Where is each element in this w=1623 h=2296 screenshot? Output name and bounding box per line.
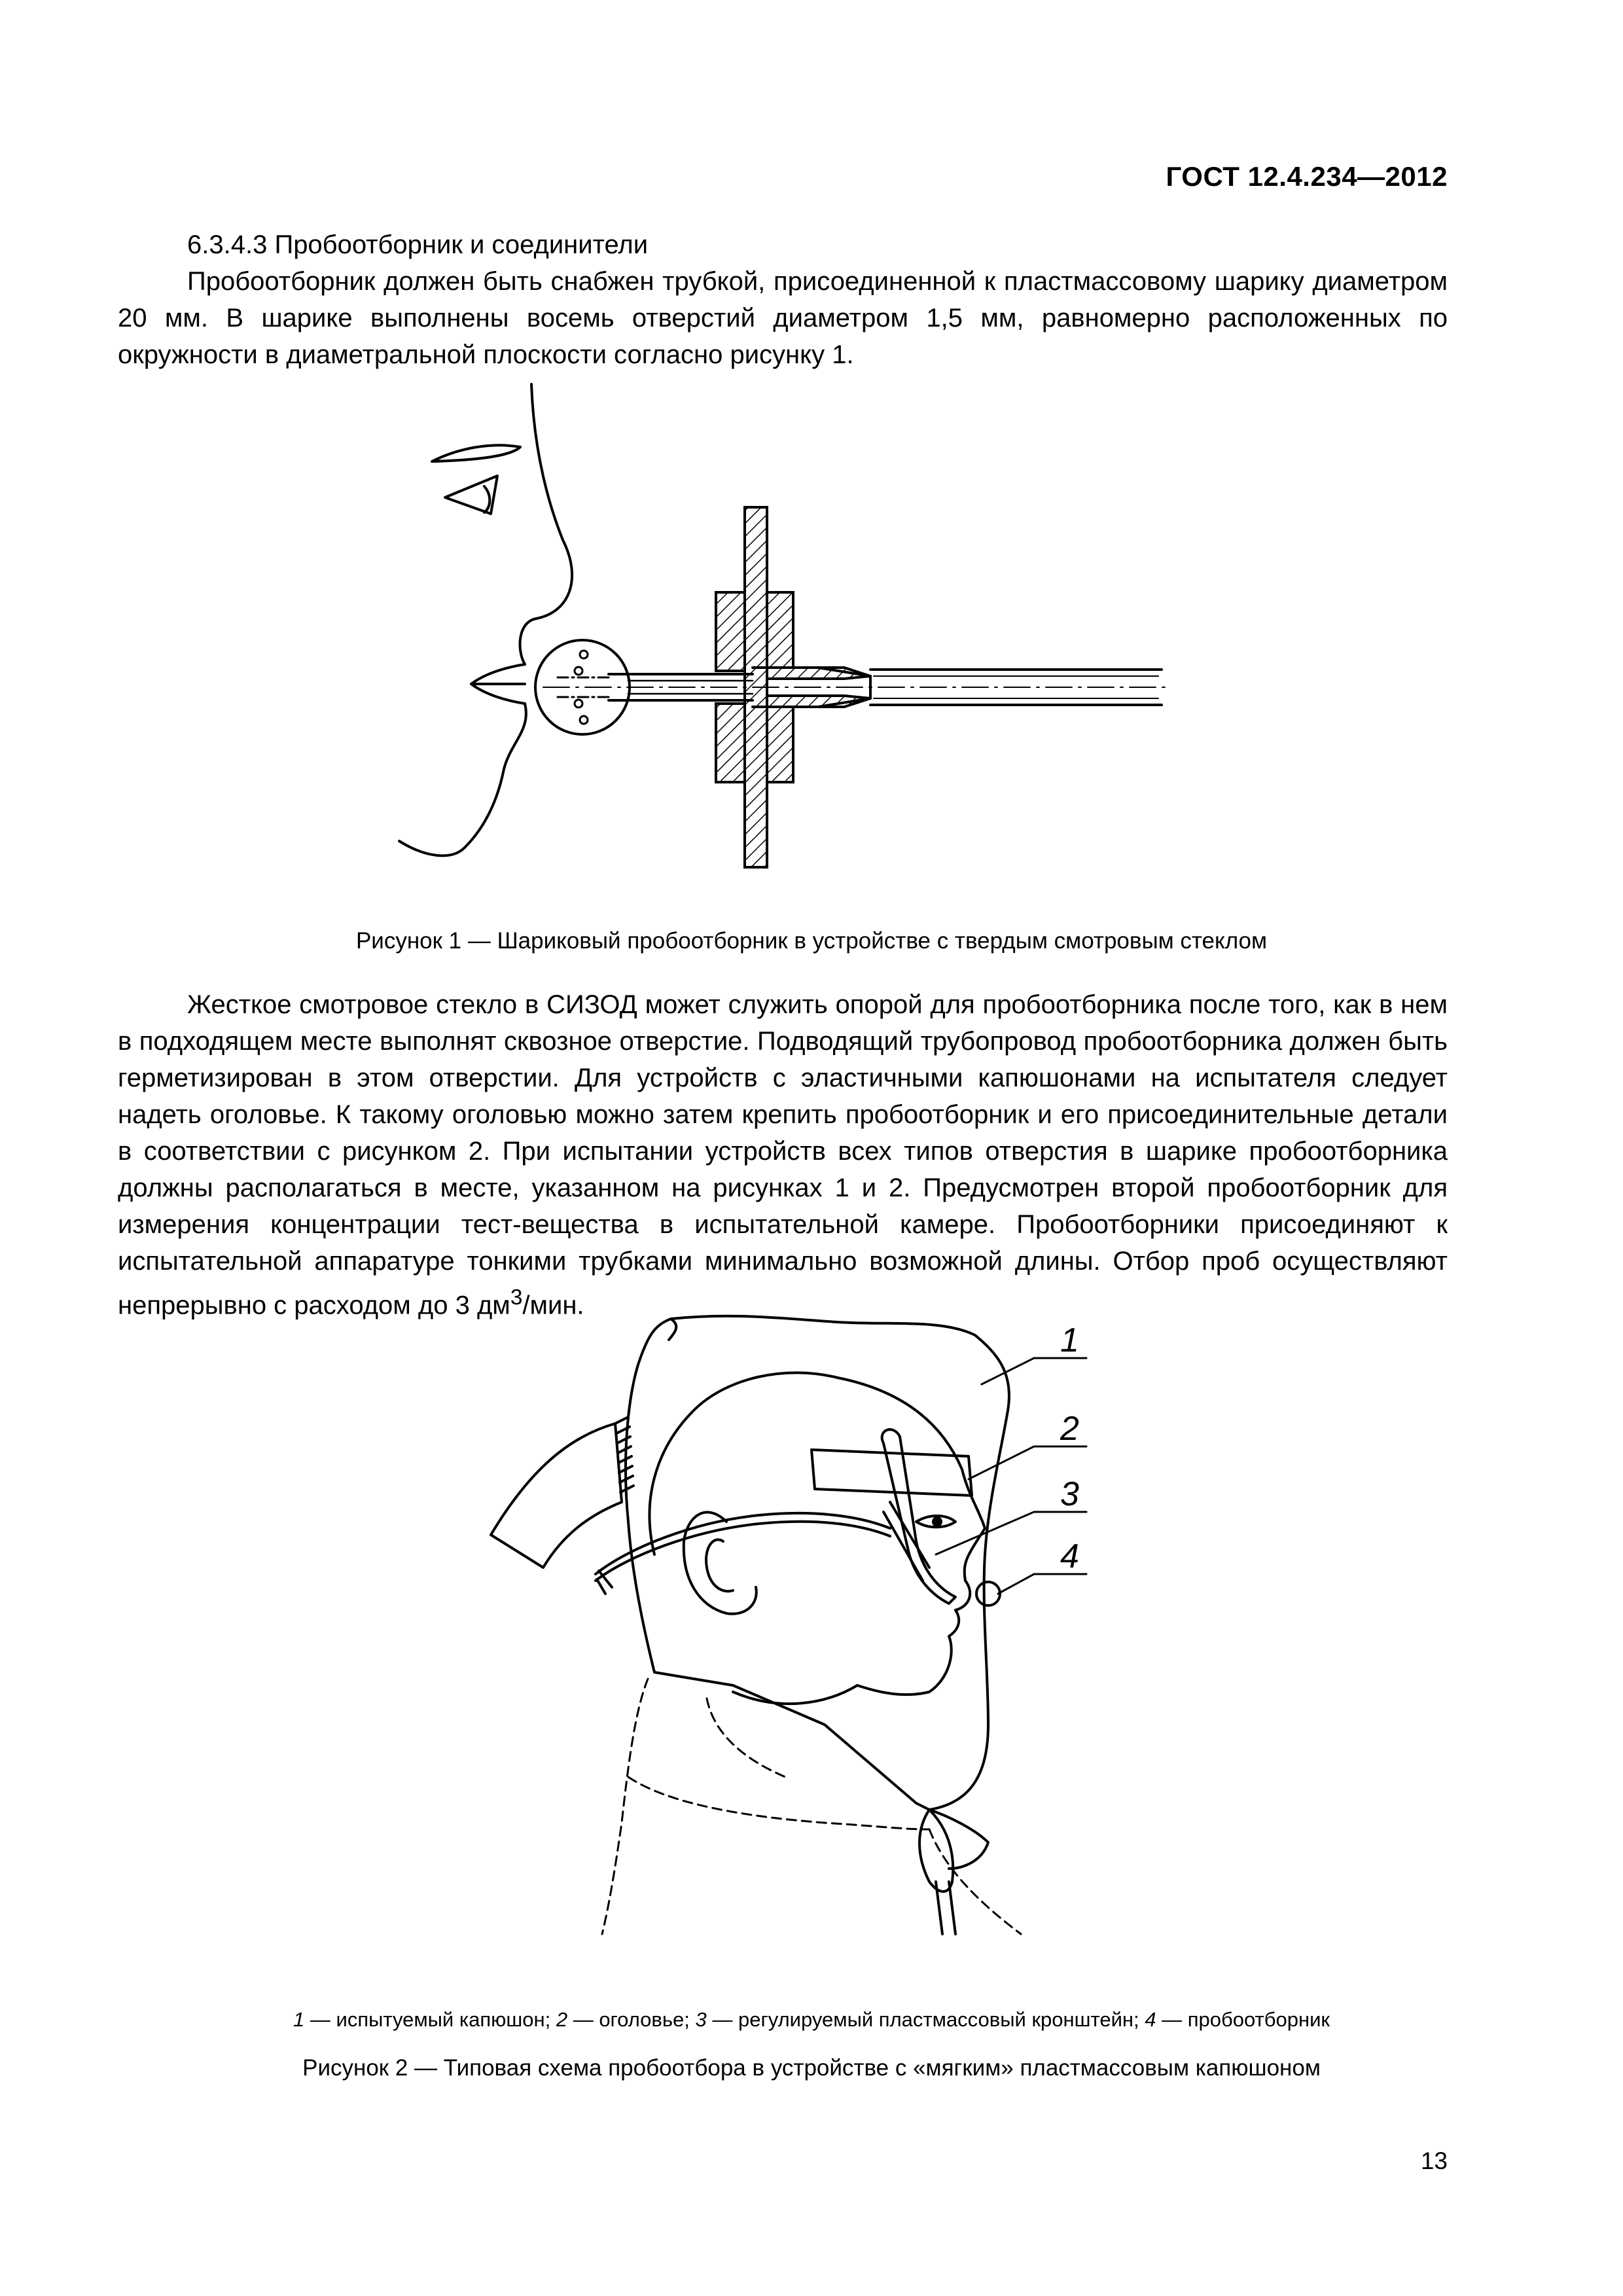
headband bbox=[812, 1450, 972, 1496]
callout-2: 2 bbox=[1060, 1410, 1079, 1448]
probe-ball bbox=[976, 1582, 1000, 1605]
section-title: 6.3.4.3 Пробоотборник и соединители bbox=[187, 230, 649, 259]
legend-num: 2 bbox=[556, 2008, 568, 2031]
legend-text: — регулируемый пластмассовый кронштейн; bbox=[706, 2008, 1145, 2031]
legend-num: 4 bbox=[1145, 2008, 1156, 2031]
rigid-visor-plate bbox=[745, 507, 767, 867]
paragraph-visor-mounting bbox=[118, 986, 1448, 1323]
figure-1-ball-probe-diagram bbox=[386, 376, 1171, 913]
callout-1: 1 bbox=[1060, 1321, 1079, 1359]
face-profile bbox=[399, 384, 572, 855]
callout-3: 3 bbox=[1060, 1475, 1079, 1513]
figure-2-legend bbox=[0, 2008, 1623, 2032]
paragraph-text: Жесткое смотровое стекло в СИЗОД может служить опорой для пробоотборника после того, как в нем в подходящем месте выполнят сквозное отверстие. Подводящий трубопровод пробоотборника должен быть герметизирован в этом отверстии. Для устройств с эластичными капюшонами на испытателя следует надеть оголовье. К такому оголовью можно затем крепить пробоотборник и его присоединительные детали в соответствии с рисунком 2. При испытании устройств всех типов отверстия в шарике пробоотборника должны располагаться в месте, указанном на рисунках 1 и 2. Предусмотрен второй пробоотборник для измерения концентрации тест-вещества в испытательной камере. Пробоотборники присоединяют к испытательной аппаратуре тонкими трубками минимально возможной длины. Отбор проб осуществляют непрерывно с расходом до 3 дм bbox=[118, 990, 1448, 1320]
legend-text: — испытуемый капюшон; bbox=[304, 2008, 556, 2031]
page-number: 13 bbox=[1420, 2147, 1448, 2174]
legend-num: 1 bbox=[293, 2008, 305, 2031]
figure-2-hood-sampling-diagram bbox=[432, 1306, 1158, 1993]
hood-outline bbox=[626, 1316, 1009, 1810]
paragraph-probe-description: Пробоотборник должен быть снабжен трубкой, присоединенной к пластмассовому шарику диаметром 20 мм. В шарике выполнены восемь отверстий диаметром 1,5 мм, равномерно расположенных по окружности в диаметральной плоскости согласно рисунку 1. bbox=[118, 267, 1448, 369]
figure-2-caption: Рисунок 2 — Типовая схема пробоотбора в устройстве с «мягким» пластмассовым капюшоном bbox=[302, 2055, 1321, 2081]
legend-text: — оголовье; bbox=[567, 2008, 696, 2031]
legend-num: 3 bbox=[695, 2008, 707, 2031]
callout-4: 4 bbox=[1060, 1537, 1079, 1575]
standard-code-header: ГОСТ 12.4.234—2012 bbox=[1166, 161, 1448, 192]
figure-1-caption: Рисунок 1 — Шариковый пробоотборник в устройстве с твердым смотровым стеклом bbox=[355, 928, 1268, 954]
superscript-exponent: 3 bbox=[510, 1285, 523, 1310]
legend-text: — пробоотборник bbox=[1156, 2008, 1330, 2031]
paragraph-text-end: /мин. bbox=[522, 1291, 584, 1320]
